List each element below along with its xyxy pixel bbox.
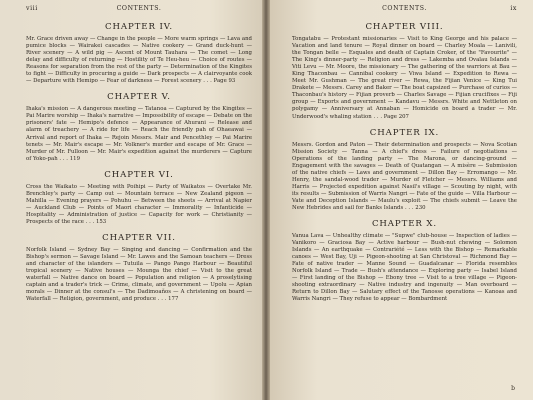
signature-mark: b [511, 385, 515, 392]
synopsis-text: Messrs. Gordon and Paton — Their determination and prospects — Nova Scotian Mission Society — Tanna — A chief's dress — Failure of negotiations — Operations of the landing party — The Marona, or dancing-ground — Engagement with the savages — Death of Quatangan — A misère — Submission of the native chiefs — Laws and government — Dillon Bay — Erromango — Mr. Henry, the sandal-wood trader — Murder of Fletcher — Messrs. Williams and Harris — Projected expedition against Nasil's village — Scouting by night, with its results — Submission of Warris Nangri — Fate of the guide — Villa Harbour — Vate and Deception Islands — Maulu's exploit — The chiefs submit — Leave the New Hebrides and sail for Banks Islands [292, 141, 517, 211]
synopsis-text: Cross the Waikato — Meeting with Poihipi — Party of Waikatos — Overtake Mr. Brenchley's party — Camp out — Mountain terrace — New Zealand pigeon — Mahilla — Evening prayers — Pohuhu — Between the sheets — Arrival at Napier — Auckland Club — Points of Maori character — Immorality — Infanticide — Hospitality — Administration of justice — Capacity for work — Christianity — Prospects of the race [26, 183, 252, 225]
running-title: CONTENTS. [382, 5, 427, 12]
chapter-synopsis: Cross the Waikato — Meeting with Poihipi — Party of Waikatos — Overtake Mr. Brenchley's party — Camp out — Mountain terrace — New Zealand pigeon — Mahilla — Evening prayers — Pohuhu — Between the sheets — Arrival at Napier — Auckland Club — Points of Maori character — Immorality — Infanticide — Hospitality — Administration of justice — Capacity for work — Christianity — Prospects of the race . . . 153 [26, 183, 252, 225]
right-page [270, 0, 533, 400]
chapter-heading: CHAPTER X. [371, 219, 438, 230]
page-reference: 119 [69, 155, 80, 162]
running-header [292, 3, 517, 15]
chapter-synopsis: Ihaka's mission — A dangerous meeting — Tatanoa — Captured by the Kingites — Pai Marire worship — Ihaka's narrative — Impossibility of escape — Debate on the prisoners' fate — Hemipo's defence — Appearance of Ahurani — Release and alarm of treachery — A ride for life — Reach the friendly pah of Ohaeawai — Arrival and report of Ihaka — Rejoin Messrs. Mair and Pencethley — Pai Marire tenets — Mr. Mair's escape — Mr. Volkner's murder and escape of Mr. Grace — Murder of Mr. Fulloon — Mr. Mair's expedition against the murderers — Capture of Yoko-pah . . . 119 [26, 106, 252, 162]
chapter-entry [26, 92, 252, 162]
page-number: viii [26, 5, 38, 12]
chapter-entry [292, 219, 517, 303]
chapter-heading: CHAPTER VI. [104, 169, 174, 180]
synopsis-text: Mr. Grace driven away — Change in the people — More warm springs — Lava and pumice blocks — Wairakei cascades — Native cookery — Grand duck-hunt — River scenery — A wild pig — Ascent of Mount Tauhara — The comet — Long delay and difficulty of returning — Hostility of Te Heu-heu — Choice of routes — Reasons for separation from the rest of the party — Determination of the Kingites to fight — Difficulty in procuring a guide — Dark prospects — A clairvoyante cook — Departure with Hemipo — Fear of darkness — Forest scenery [26, 36, 252, 85]
synopsis-text: Vanua Lava — Unhealthy climate — "Supwe" club-house — Inspection of ladies — Vanikoro — Graciosa Bay — Active harbour — Bush-nut chewing — Solomon Islands — An earthquake — Contrariété — Less with the Bishop — Remarkable canoes — West Bay, Uji — Pigeon-shooting at San Christoval — Richmond Bay — Fate of native trader — Manne Sound — Guadalcanar — Florida resembles Norfolk Island — Trade — Bush's attendance — Exploring party — Isabel Island — First landing of the Bishop — Ebony tree — Visit to a tree village — Pigeon-shooting extraordinary — Native industry and ingenuity — Man overboard — Return to Dillon Bay — Salutary effect of the Tanosse operations — Kanoas and Warris Nangri — They refuse to appear — Bombardment [292, 233, 517, 303]
chapter-heading: CHAPTER V. [107, 92, 171, 103]
page-reference: 230 [415, 204, 426, 211]
chapter-synopsis: Mr. Grace driven away — Change in the people — More warm springs — Lava and pumice blocks — Wairakei cascades — Native cookery — Grand duck-hunt — River scenery — A wild pig — Ascent of Mount Tauhara — The comet — Long delay and difficulty of returning — Hostility of Te Heu-heu — Choice of routes — Reasons for separation from the rest of the party — Determination of the Kingites to fight — Difficulty in procuring a guide — Dark prospects — A clairvoyante cook — Departure with Hemipo — Fear of darkness — Forest scenery . . . Page 93 [26, 36, 252, 85]
chapter-heading: CHAPTER IV. [105, 22, 173, 32]
chapter-synopsis: Tongatabu — Protestant missionaries — Visit to King George and his palace — Vacation and land tenure — Royal dinner on board — Charley Moala — Lanivili, the Tongan belle — Esquales and death of Captain Croker, of the "Favourite" — The King's dinner-party — Religion and dress — Lakemba and Ovalau Islands — Viti Levu — Mr. Moore, the missionary — The gathering of the warriors at Bau — King Thaconbau — Cannibal cookery — Viwa Island — Expedition to Rewa — Meet Mr. Gushman — The great river — Rewa, the Fijian Venice — King Tui Drakete — Messrs. Carey and Baker — The boat capsized — Purchase of curios — Thaconbau's history — Fijian proverb — Charles Savage — Fijian crucifixes — Fiji group — Exports and government — Kandavu — Messrs. White and Nettleton on polygamy — Anniversary at Annaban — Homicide on board a trader — Mr. Underwood's whaling station . . . Page 207 [292, 36, 517, 120]
chapter-entry [26, 233, 252, 303]
left-page [0, 0, 262, 400]
chapter-entry [26, 22, 252, 85]
chapter-entry [292, 22, 517, 121]
running-header [26, 3, 252, 15]
synopsis-text: Tongatabu — Protestant missionaries — Visit to King George and his palace — Vacation and land tenure — Royal dinner on board — Charley Moala — Lanivili, the Tongan belle — Esquales and death of Captain Croker, of the "Favourite" — The King's dinner-party — Religion and dress — Lakemba and Ovalau Islands — Viti Levu — Mr. Moore, the missionary — The gathering of the warriors at Bau — King Thaconbau — Cannibal cookery — Viwa Island — Expedition to Rewa — Meet Mr. Gushman — The great river — Rewa, the Fijian Venice — King Tui Drakete — Messrs. Carey and Baker — The boat capsized — Purchase of curios — Thaconbau's history — Fijian proverb — Charles Savage — Fijian crucifixes — Fiji group — Exports and government — Kandavu — Messrs. White and Nettleton on polygamy — Anniversary at Annaban — Homicide on board a trader — Mr. Underwood's whaling station [292, 36, 517, 120]
page-reference: Page 207 [383, 113, 409, 120]
chapter-entry [26, 170, 252, 226]
page-reference: 177 [168, 296, 179, 303]
chapter-synopsis [292, 233, 517, 303]
page-reference: 153 [95, 218, 107, 225]
page-number: ix [510, 5, 517, 12]
book-gutter [262, 0, 270, 400]
synopsis-text: Ihaka's mission — A dangerous meeting — Tatanoa — Captured by the Kingites — Pai Marire worship — Ihaka's narrative — Impossibility of escape — Debate on the prisoners' fate — Hemipo's defence — Appearance of Ahurani — Release and alarm of treachery — A ride for life — Reach the friendly pah of Ohaeawai — Arrival and report of Ihaka — Rejoin Messrs. Mair and Pencethley — Pai Marire tenets — Mr. Mair's escape — Mr. Volkner's murder and escape of Mr. Grace — Murder of Mr. Fulloon — Mr. Mair's expedition against the murderers — Capture of Yoko-pah [26, 106, 252, 162]
running-title: CONTENTS. [116, 5, 162, 12]
chapter-heading: CHAPTER VIII. [365, 22, 444, 32]
chapter-entry [292, 128, 517, 212]
chapter-heading: CHAPTER VII. [102, 232, 176, 243]
synopsis-text: Norfolk Island — Sydney Bay — Singing and dancing — Confirmation and the Bishop's sermon — Savage Island — Mr. Lawes and the Samoan teachers — Dress and character of the islanders — Tutuila — Pango Pango Harbour — Beautiful tropical scenery — Native houses — Mounga the chief — Visit to the great waterfall — Native dance on board — Population and religion — A proselytising captain and a trader's trick — Crime, climate, and government — Upolu — Apian morals — Dinner at the consul's — The Dadimoaños — A christening on board — Waterfall — Religion, government, and produce [26, 246, 252, 303]
chapter-synopsis: Norfolk Island — Sydney Bay — Singing and dancing — Confirmation and the Bishop's sermon — Savage Island — Mr. Lawes and the Samoan teachers — Dress and character of the islanders — Tutuila — Pango Pango Harbour — Beautiful tropical scenery — Native houses — Mounga the chief — Visit to the great waterfall — Native dance on board — Population and religion — A proselytising captain and a trader's trick — Crime, climate, and government — Upolu — Apian morals — Dinner at the consul's — The Dadimoaños — A christening on board — Waterfall — Religion, government, and produce . . . 177 [26, 246, 252, 303]
chapter-heading: CHAPTER IX. [369, 127, 440, 138]
chapter-synopsis: Messrs. Gordon and Paton — Their determination and prospects — Nova Scotian Mission Society — Tanna — A chief's dress — Failure of negotiations — Operations of the landing party — The Marona, or dancing-ground — Engagement with the savages — Death of Quatangan — A misère — Submission of the native chiefs — Laws and government — Dillon Bay — Erromango — Mr. Henry, the sandal-wood trader — Murder of Fletcher — Messrs. Williams and Harris — Projected expedition against Nasil's village — Scouting by night, with its results — Submission of Warris Nangri — Fate of the guide — Villa Harbour — Vate and Deception Islands — Maulu's exploit — The chiefs submit — Leave the New Hebrides and sail for Banks Islands . . . 230 [292, 141, 517, 211]
page-reference: Page 93 [213, 78, 236, 85]
